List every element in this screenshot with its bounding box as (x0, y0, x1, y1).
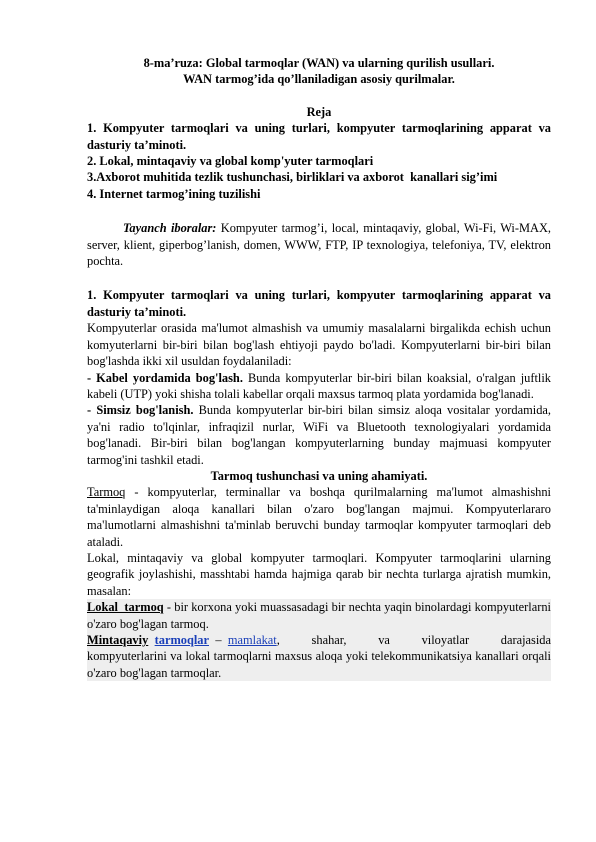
network-term: Tarmoq (87, 485, 126, 500)
network-definition-text: - kompyuterlar, terminallar va boshqa qurilmalarning ma'lumot almashishni ta'minlaydigan aloqa kanallari bilan o'zaro bog'langan majmui. Kompyuterlararo ma'lumotlarni almashishni ta'minlab beruvchi bunday tarmoqlar kompyuter tarmoqlari deb ataladi. (87, 485, 551, 549)
country-link[interactable]: mamlakat (227, 633, 277, 647)
plan-item-3: 3.Axborot muhitida tezlik tushunchasi, birliklari va axborot kanallari sig’imi (87, 170, 498, 185)
regional-network-term: Mintaqaviy (87, 633, 149, 647)
plan-item-2: 2. Lokal, mintaqaviy va global komp'yuter tarmoqlari (87, 154, 374, 169)
plan-heading: Reja (306, 104, 332, 119)
cable-label: - Kabel yordamida bog'lash. (87, 370, 243, 385)
wireless-label: - Simsiz bog'lanish. (87, 403, 194, 418)
document-page (87, 55, 555, 681)
regional-network-paragraph (87, 632, 555, 681)
regional-dash: – (209, 633, 228, 647)
section1-heading: 1. Kompyuter tarmoqlari va uning turlari, kompyuter tarmoqlarining apparat va dasturiy ta’minoti. (87, 288, 551, 319)
lecture-title-line2: WAN tarmog’ida qo’llaniladigan asosiy qurilmalar. (183, 72, 455, 87)
regional-network-text: , shahar, va viloyatlar darajasida kompyuterlarini va lokal tarmoqlarni maxsus aloqa yoki telekommunikatsiya kanallari orqali o'zaro bog'lagan tarmoqlar. (87, 633, 555, 680)
keywords-label: Tayanch iboralar: (123, 221, 217, 236)
subheading-network-concept: Tarmoq tushunchasi va uning ahamiyati. (210, 468, 428, 483)
local-network-term: Lokal tarmoq (87, 600, 164, 615)
plan-item-4: 4. Internet tarmog’ining tuzilishi (87, 186, 261, 201)
lecture-title-line1: 8-ma’ruza: Global tarmoqlar (WAN) va ularning qurilish usullari. (143, 56, 495, 70)
wireless-text: Bunda kompyuterlar bir-biri bilan simsiz aloqa vositalar yordamida, ya'ni radio to'lqinlar, infraqizil nurlar, WiFi va Bluetooth texnologiyalari yordamida bog'lanadi. Bir-biri bilan bog'langan kompyuterlarning bunday majmuasi kompyuter tarmog'ini tashkil etadi. (87, 403, 551, 467)
network-types-paragraph: Lokal, mintaqaviy va global kompyuter tarmoqlari. Kompyuter tarmoqlarini ularning geografik joylashishi, masshtabi hamda hajmiga qarab bir nechta turlarga ajratish mumkin, masalan: (87, 550, 551, 598)
keywords-text: Kompyuter tarmog’i, local, mintaqaviy, global, Wi-Fi, Wi-MAX, server, klient, giperbog’lanish, domen, WWW, FTP, IP texnologiya, telefoniya, TV, elektron pochta. (87, 221, 551, 269)
cable-text: Bunda kompyuterlar bir-biri bilan koaksial, o'ralgan juftlik kabeli (UTP) yoki shisha tolali kabellar orqali maxsus tarmoq plata yordamida bog'lanadi. (87, 370, 551, 401)
local-network-paragraph (87, 599, 551, 632)
plan-item-1: 1. Kompyuter tarmoqlari va uning turlari, kompyuter tarmoqlarining apparat va dasturiy ta’minoti. (87, 121, 551, 152)
local-network-text: - bir korxona yoki muassasadagi bir nechta yaqin binolardagi kompyuterlarni o'zaro bog'lagan tarmoq. (87, 600, 551, 631)
section1-intro: Kompyuterlar orasida ma'lumot almashish va umumiy masalalarni birgalikda echish uchun komyuterlarni bir-biri bilan bog'lash ehtiyoji paydo bo'ladi. Kompyuterlarni bir-biri bilan bog'lashda ikki xil usuldan foydalaniladi: (87, 321, 551, 369)
keywords-paragraph (87, 220, 551, 269)
regional-networks-link[interactable]: tarmoqlar (154, 633, 209, 647)
cable-paragraph (87, 370, 551, 403)
network-definition-paragraph (87, 484, 551, 550)
wireless-paragraph (87, 402, 551, 468)
